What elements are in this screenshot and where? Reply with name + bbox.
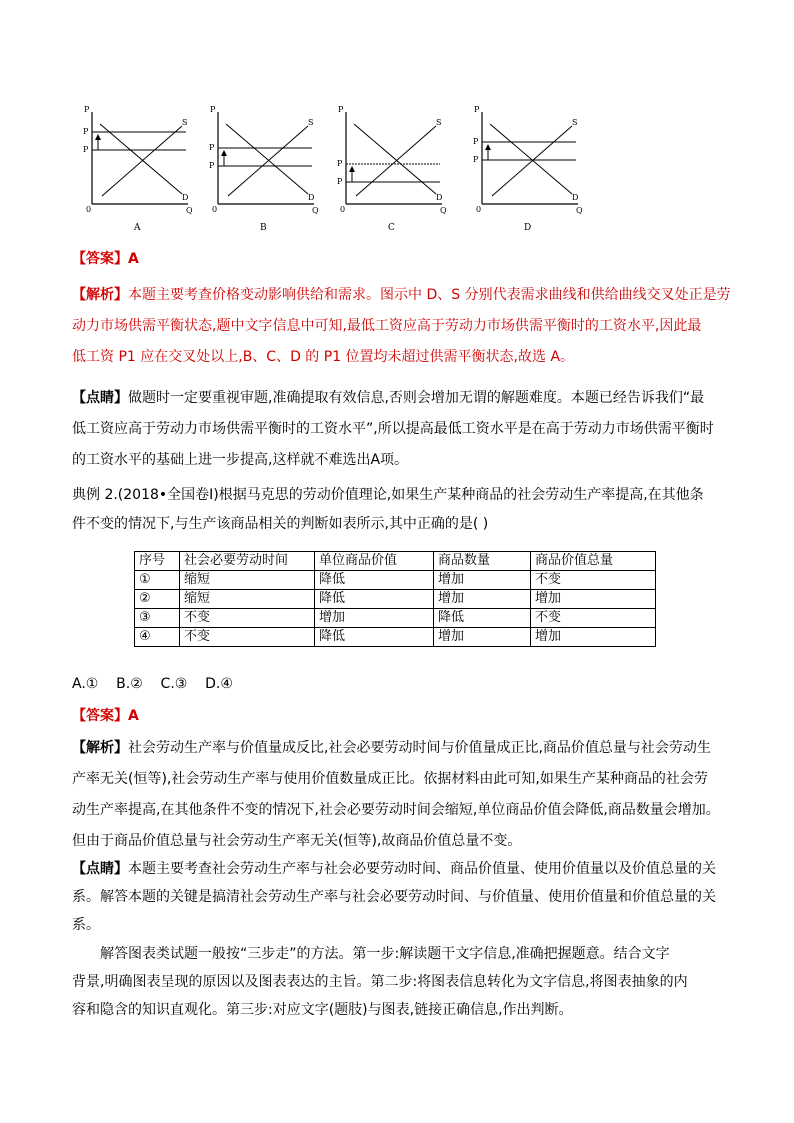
table-header-cell: 序号 — [135, 552, 180, 571]
axis-p-label: P — [84, 105, 90, 114]
note-tag: 【点睛】 — [72, 390, 128, 406]
table-cell: 降低 — [315, 571, 434, 590]
q2-options: A.① B.② C.③ D.④ — [72, 676, 233, 692]
table-cell: 增加 — [434, 571, 531, 590]
axis-p-label: P — [210, 105, 216, 114]
diagram-c — [337, 105, 447, 233]
axis-q-label: Q — [576, 206, 583, 215]
analysis-tag: 【解析】 — [72, 287, 128, 303]
s-curve-label: S — [182, 118, 188, 127]
analysis-tag: 【解析】 — [72, 740, 128, 756]
q1-note-line-1: 【点睛】做题时一定要重视审题,准确提取有效信息,否则会增加无谓的解题难度。本题已经告诉我们“最 — [72, 390, 705, 406]
table-cell: 降低 — [434, 609, 531, 628]
axis-q-label: Q — [440, 206, 447, 215]
tips-line-3: 容和隐含的知识直观化。第三步:对应文字(题肢)与图表,链接正确信息,作出判断。 — [72, 1002, 573, 1018]
table-row — [135, 571, 656, 590]
q1-analysis-line-1: 【解析】本题主要考查价格变动影响供给和需求。图示中 D、S 分别代表需求曲线和供给曲线交叉处正是劳 — [72, 287, 731, 303]
diagram-d — [473, 105, 583, 233]
p-top-label: P — [473, 137, 479, 146]
p-bot-label: P — [209, 161, 215, 170]
q1-answer — [72, 249, 139, 269]
diagram-b — [209, 105, 319, 233]
table-cell: 不变 — [531, 571, 656, 590]
p-bot-label: P — [337, 177, 343, 186]
table-header-cell: 单位商品价值 — [315, 552, 434, 571]
origin-label: 0 — [340, 205, 346, 214]
table-cell: 增加 — [315, 609, 434, 628]
q1-analysis-line-3: 低工资 P1 应在交叉处以上,B、C、D 的 P1 位置均未超过供需平衡状态,故选 A。 — [72, 349, 575, 365]
table-cell: 降低 — [315, 590, 434, 609]
origin-label: 0 — [86, 205, 92, 214]
table-header-cell: 商品价值总量 — [531, 552, 656, 571]
d-curve-label: D — [182, 193, 189, 202]
p-bot-label: P — [83, 145, 89, 154]
q1-analysis-line-2: 动力市场供需平衡状态,题中文字信息中可知,最低工资应高于劳动力市场供需平衡时的工资水平,因此最 — [72, 318, 702, 334]
diagram-caption: A — [134, 223, 141, 233]
q1-note-line-2: 低工资应高于劳动力市场供需平衡时的工资水平”,所以提高最低工资水平是在高于劳动力市场供需平衡时 — [72, 421, 714, 437]
answer-value: A — [128, 708, 139, 724]
table-header-cell: 社会必要劳动时间 — [180, 552, 315, 571]
note-tag: 【点睛】 — [72, 861, 128, 877]
s-curve-label: S — [436, 118, 442, 127]
q2-analysis-line-3: 动生产率提高,在其他条件不变的情况下,社会必要劳动时间会缩短,单位商品价值会降低,商品数量会增加。 — [72, 802, 720, 818]
d-curve-label: D — [436, 193, 443, 202]
origin-label: 0 — [212, 205, 218, 214]
p-top-label: P — [209, 143, 215, 152]
p-top-label: P — [83, 127, 89, 136]
table-cell: ④ — [135, 628, 180, 647]
table-header-cell: 商品数量 — [434, 552, 531, 571]
q2-analysis-line-2: 产率无关(恒等),社会劳动生产率与使用价值数量成正比。依据材料由此可知,如果生产某种商品的社会劳 — [72, 771, 708, 787]
diagram-caption: C — [388, 223, 395, 233]
table-cell: ③ — [135, 609, 180, 628]
table-cell: 缩短 — [180, 590, 315, 609]
table-cell: 降低 — [315, 628, 434, 647]
d-curve-label: D — [308, 193, 315, 202]
table-cell: 不变 — [180, 609, 315, 628]
p-top-label: P — [337, 159, 343, 168]
table-cell: ② — [135, 590, 180, 609]
diagram-a — [83, 105, 193, 233]
answer-tag: 【答案】 — [72, 708, 128, 724]
axis-q-label: Q — [186, 206, 193, 215]
table-cell: 增加 — [531, 628, 656, 647]
table-cell: 不变 — [180, 628, 315, 647]
p-bot-label: P — [473, 155, 479, 164]
table-row — [135, 609, 656, 628]
q2-answer — [72, 706, 139, 726]
table-row — [135, 590, 656, 609]
table-row — [135, 628, 656, 647]
s-curve-label: S — [572, 118, 578, 127]
tips-line-1: 解答图表类试题一般按“三步走”的方法。第一步:解读题干文字信息,准确把握题意。结合文字 — [100, 946, 670, 962]
q2-note-line-1: 【点睛】本题主要考查社会劳动生产率与社会必要劳动时间、商品价值量、使用价值量以及价值总量的关 — [72, 861, 716, 877]
table-cell: 增加 — [434, 590, 531, 609]
answer-value: A — [128, 251, 139, 267]
q2-note-line-3: 系。 — [72, 917, 100, 933]
table-header-row — [135, 552, 656, 571]
q1-note-line-3: 的工资水平的基础上进一步提高,这样就不难选出A项。 — [72, 452, 409, 468]
q2-note-line-2: 系。解答本题的关键是搞清社会劳动生产率与社会必要劳动时间、与价值量、使用价值量和价值总量的关 — [72, 889, 716, 905]
q2-stem-line-1: 典例 2.(2018•全国卷Ⅰ)根据马克思的劳动价值理论,如果生产某种商品的社会劳动生产率提高,在其他条 — [72, 487, 704, 503]
q2-analysis-line-1: 【解析】社会劳动生产率与价值量成反比,社会必要劳动时间与价值量成正比,商品价值总量与社会劳动生 — [72, 740, 711, 756]
tips-line-2: 背景,明确图表呈现的原因以及图表表达的主旨。第二步:将图表信息转化为文字信息,将图表抽象的内 — [72, 974, 688, 990]
table-cell: 缩短 — [180, 571, 315, 590]
origin-label: 0 — [476, 205, 482, 214]
axis-p-label: P — [338, 105, 344, 114]
q2-stem-line-2: 件不变的情况下,与生产该商品相关的判断如表所示,其中正确的是( ) — [72, 516, 489, 532]
s-curve-label: S — [308, 118, 314, 127]
table-cell: 增加 — [434, 628, 531, 647]
table-cell: ① — [135, 571, 180, 590]
table-cell: 增加 — [531, 590, 656, 609]
diagram-strip — [78, 100, 598, 235]
diagram-caption: D — [524, 223, 532, 233]
judgment-table — [134, 551, 656, 647]
diagram-caption: B — [260, 223, 267, 233]
table-cell: 不变 — [531, 609, 656, 628]
axis-q-label: Q — [312, 206, 319, 215]
axis-p-label: P — [474, 105, 480, 114]
answer-tag: 【答案】 — [72, 251, 128, 267]
q2-analysis-line-4: 但由于商品价值总量与社会劳动生产率无关(恒等),故商品价值总量不变。 — [72, 833, 522, 849]
d-curve-label: D — [572, 193, 579, 202]
